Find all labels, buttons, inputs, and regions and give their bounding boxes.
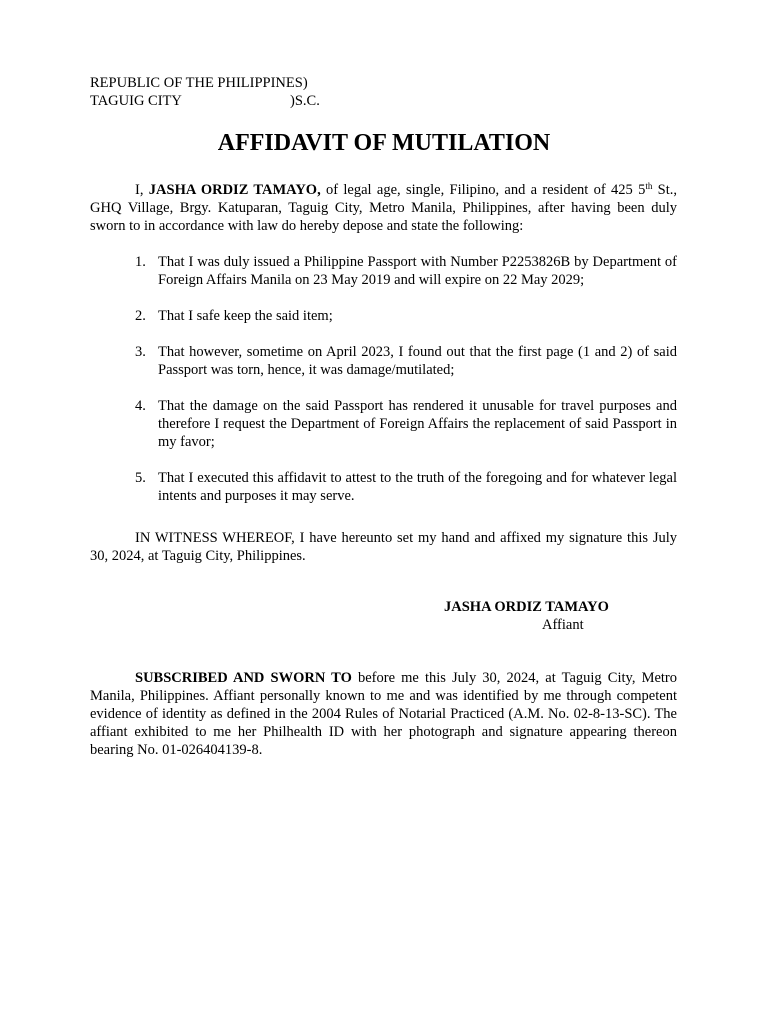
signature-role: Affiant <box>542 617 584 633</box>
venue-republic: REPUBLIC OF THE PHILIPPINES) <box>90 75 308 91</box>
venue-sc: )S.C. <box>290 93 320 109</box>
list-item <box>90 343 677 379</box>
jurat-text: before me this July 30, 2024, at Taguig City, Metro Manila, Philippines. Affiant personally known to me and was identified by me through competent evidence of identity as defined in the 2004 Rules of Notarial Practiced (A.M. No. 02-8-13-SC). The affiant exhibited to me her Philhealth ID with her photograph and signature appearing thereon bearing No. 01-026404139-8. <box>90 670 677 758</box>
intro-text-b: St., GHQ Village, Brgy. Katuparan, Taguig City, Metro Manila, Philippines, after having been duly sworn to in accordance with law do hereby depose and state the following: <box>90 182 678 234</box>
list-item-text: That I was duly issued a Philippine Passport with Number P2253826B by Department of Foreign Affairs Manila on 23 May 2019 and will expire on 22 May 2029; <box>158 254 677 288</box>
signature-name: JASHA ORDIZ TAMAYO <box>444 599 609 615</box>
venue-block <box>90 74 490 110</box>
list-item-text: That I safe keep the said item; <box>158 308 333 324</box>
list-item-text: That I executed this affidavit to attest to the truth of the foregoing and for whatever legal intents and purposes it may serve. <box>158 470 677 504</box>
list-item-number: 3. <box>135 344 146 360</box>
intro-prefix: I, <box>135 182 149 198</box>
list-item <box>90 253 677 289</box>
list-item-number: 4. <box>135 398 146 414</box>
jurat-heading: SUBSCRIBED AND SWORN TO <box>135 670 352 686</box>
list-item-number: 1. <box>135 254 146 270</box>
list-item <box>90 397 677 451</box>
jurat-paragraph <box>90 669 677 759</box>
list-item <box>90 469 677 505</box>
venue-city: TAGUIG CITY <box>90 93 182 109</box>
list-item <box>90 307 677 325</box>
ordinal-suffix: th <box>645 181 653 191</box>
statement-list <box>90 253 677 523</box>
list-item-number: 2. <box>135 308 146 324</box>
list-item-text: That the damage on the said Passport has rendered it unusable for travel purposes and therefore I request the Department of Foreign Affairs the replacement of said Passport in my favor; <box>158 398 677 450</box>
affiant-name-inline: JASHA ORDIZ TAMAYO, <box>148 182 321 198</box>
document-title: AFFIDAVIT OF MUTILATION <box>217 130 551 156</box>
intro-text-a: of legal age, single, Filipino, and a resident of 425 5 <box>320 182 646 198</box>
intro-paragraph <box>90 181 677 235</box>
witness-paragraph: IN WITNESS WHEREOF, I have hereunto set my hand and affixed my signature this July 30, 2024, at Taguig City, Philippines. <box>90 530 677 564</box>
list-item-text: That however, sometime on April 2023, I found out that the first page (1 and 2) of said Passport was torn, hence, it was damage/mutilated; <box>158 344 677 378</box>
list-item-number: 5. <box>135 470 146 486</box>
